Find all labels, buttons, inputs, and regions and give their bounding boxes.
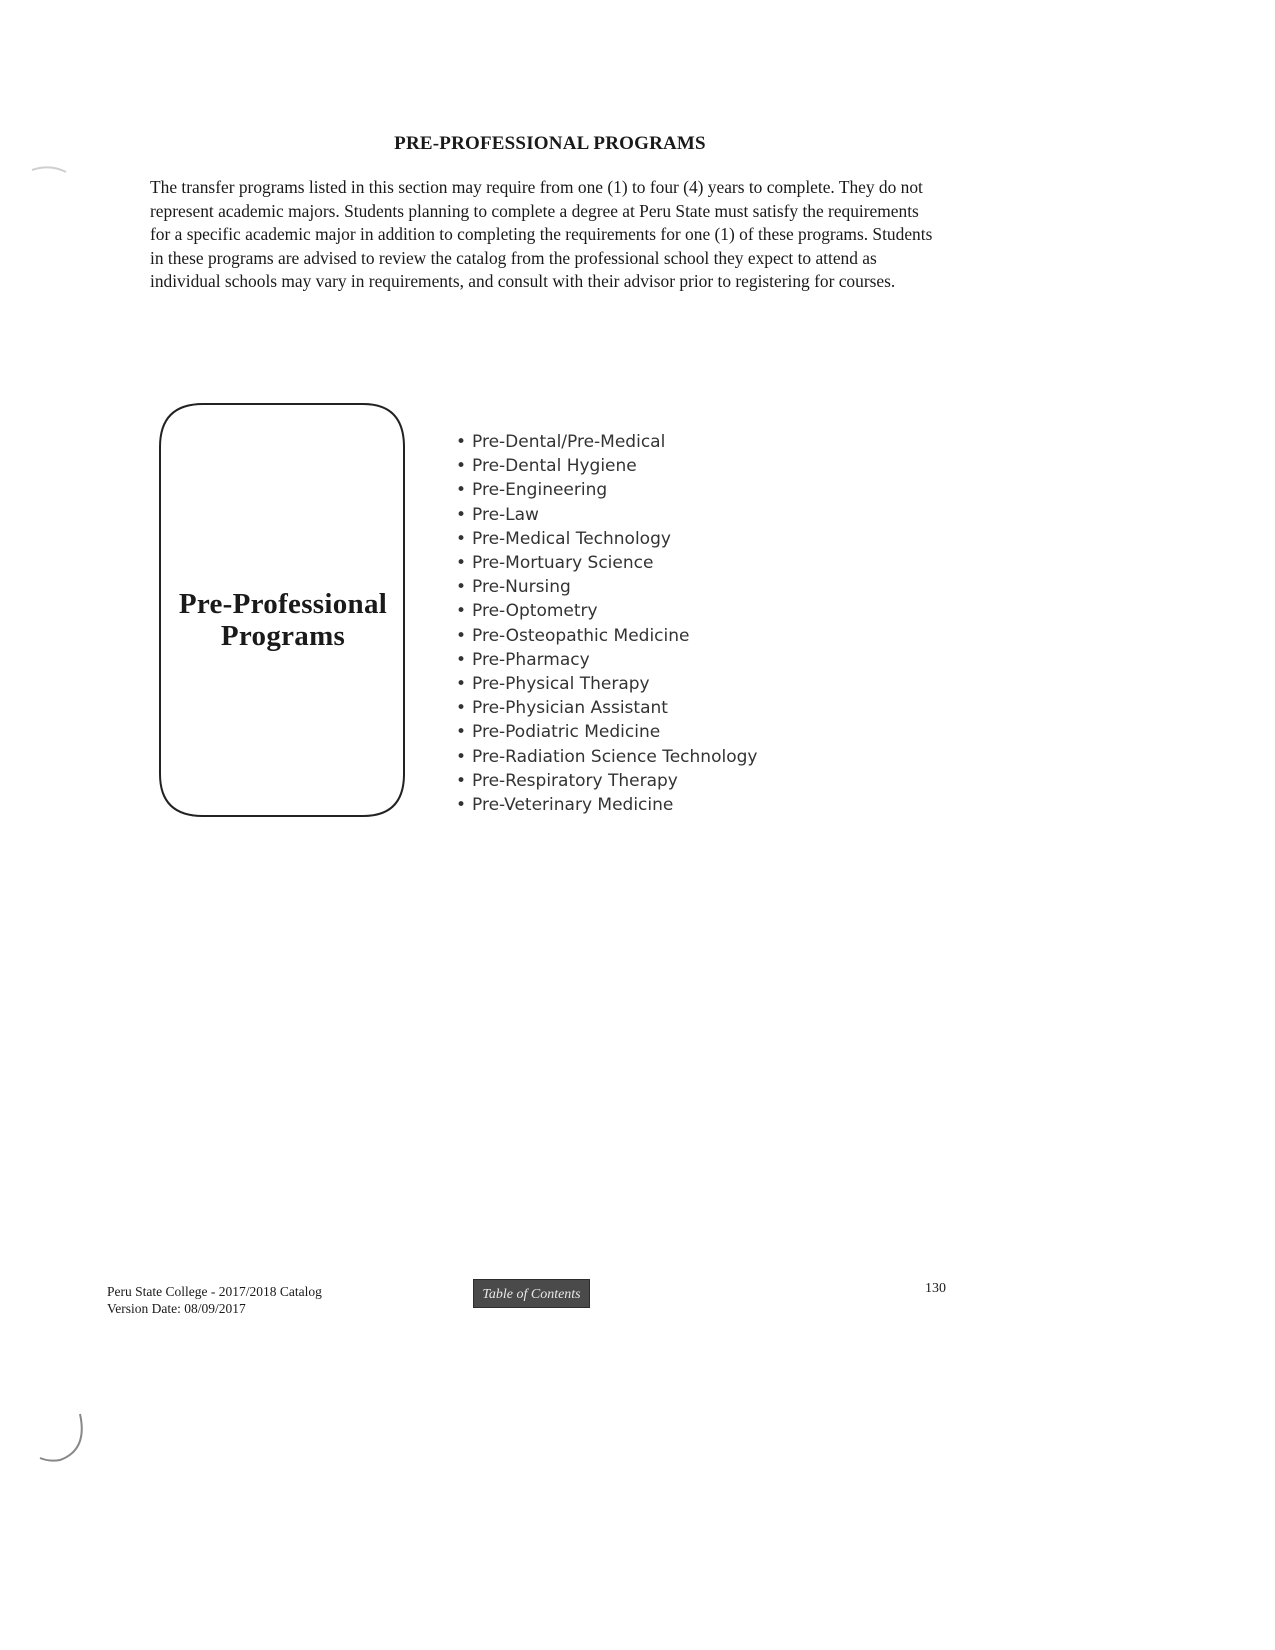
- page-number: 130: [925, 1281, 946, 1296]
- program-list-item: [456, 769, 757, 793]
- footer-version: Version Date: 08/09/2017: [107, 1301, 246, 1316]
- bullet-icon: •: [456, 432, 467, 452]
- program-name: Pre-Pharmacy: [472, 649, 590, 670]
- program-list-item: [456, 551, 757, 575]
- program-box-title: [158, 588, 408, 652]
- bullet-icon: •: [456, 649, 467, 670]
- bullet-icon: •: [456, 553, 467, 574]
- bullet-icon: •: [456, 456, 467, 477]
- bullet-icon: •: [456, 674, 467, 695]
- program-list-item: [456, 648, 757, 672]
- bullet-icon: •: [456, 601, 467, 622]
- program-list-item: [456, 745, 757, 769]
- program-name: Pre-Physical Therapy: [472, 674, 650, 695]
- program-list-item: [456, 575, 757, 599]
- bullet-icon: •: [456, 504, 467, 525]
- program-list-item: [456, 599, 757, 623]
- footer-left: [107, 1283, 322, 1317]
- program-list-item: [456, 478, 757, 502]
- bullet-icon: •: [456, 528, 467, 549]
- program-list-item: [456, 430, 757, 454]
- program-list-item: [456, 720, 757, 744]
- program-list-item: [456, 672, 757, 696]
- scan-mark-bottom: [30, 1410, 90, 1470]
- program-name: Pre-Podiatric Medicine: [472, 722, 661, 743]
- program-name: Pre-Mortuary Science: [472, 553, 654, 574]
- table-of-contents-button[interactable]: Table of Contents: [473, 1279, 590, 1308]
- program-list-item: [456, 454, 757, 478]
- program-list: [456, 430, 757, 817]
- intro-paragraph: The transfer programs listed in this section may require from one (1) to four (4) years to complete. They do not represent academic majors. Students planning to complete a degree at Peru State must satisfy the requirements for a specific academic major in addition to completing the requirements for one (1) of these programs. Students in these programs are advised to review the catalog from the professional school they expect to attend as individual schools may vary in requirements, and consult with their advisor prior to registering for courses.: [150, 177, 933, 291]
- bullet-icon: •: [456, 480, 467, 501]
- program-name: Pre-Dental Hygiene: [472, 456, 637, 477]
- program-name: Pre-Engineering: [472, 480, 608, 501]
- program-name: Pre-Veterinary Medicine: [472, 795, 674, 816]
- program-name: Pre-Nursing: [472, 577, 571, 598]
- program-box-title-line2: Programs: [220, 620, 346, 652]
- bullet-icon: •: [456, 577, 467, 598]
- program-name: Pre-Medical Technology: [472, 528, 671, 549]
- program-name: Pre-Dental/Pre-Medical: [472, 432, 666, 452]
- program-list-item: [456, 503, 757, 527]
- program-name: Pre-Radiation Science Technology: [472, 746, 758, 767]
- bullet-icon: •: [456, 625, 467, 646]
- program-list-item: [456, 527, 757, 551]
- bullet-icon: •: [456, 746, 467, 767]
- program-box: [158, 402, 408, 820]
- bullet-icon: •: [456, 770, 467, 791]
- bullet-icon: •: [456, 722, 467, 743]
- program-name: Pre-Optometry: [472, 601, 598, 622]
- bullet-icon: •: [456, 698, 467, 719]
- program-list-item: [456, 696, 757, 720]
- program-list-item: [456, 624, 757, 648]
- program-name: Pre-Physician Assistant: [472, 698, 668, 719]
- footer-catalog: Peru State College - 2017/2018 Catalog: [107, 1284, 322, 1299]
- program-name: Pre-Respiratory Therapy: [472, 770, 678, 791]
- program-box-title-line1: Pre-Professional: [178, 588, 388, 620]
- page-title: PRE-PROFESSIONAL PROGRAMS: [394, 133, 706, 154]
- bullet-icon: •: [456, 795, 467, 816]
- program-name: Pre-Osteopathic Medicine: [472, 625, 690, 646]
- scan-mark-top: [30, 160, 70, 180]
- program-name: Pre-Law: [472, 504, 539, 525]
- program-list-item: [456, 793, 757, 817]
